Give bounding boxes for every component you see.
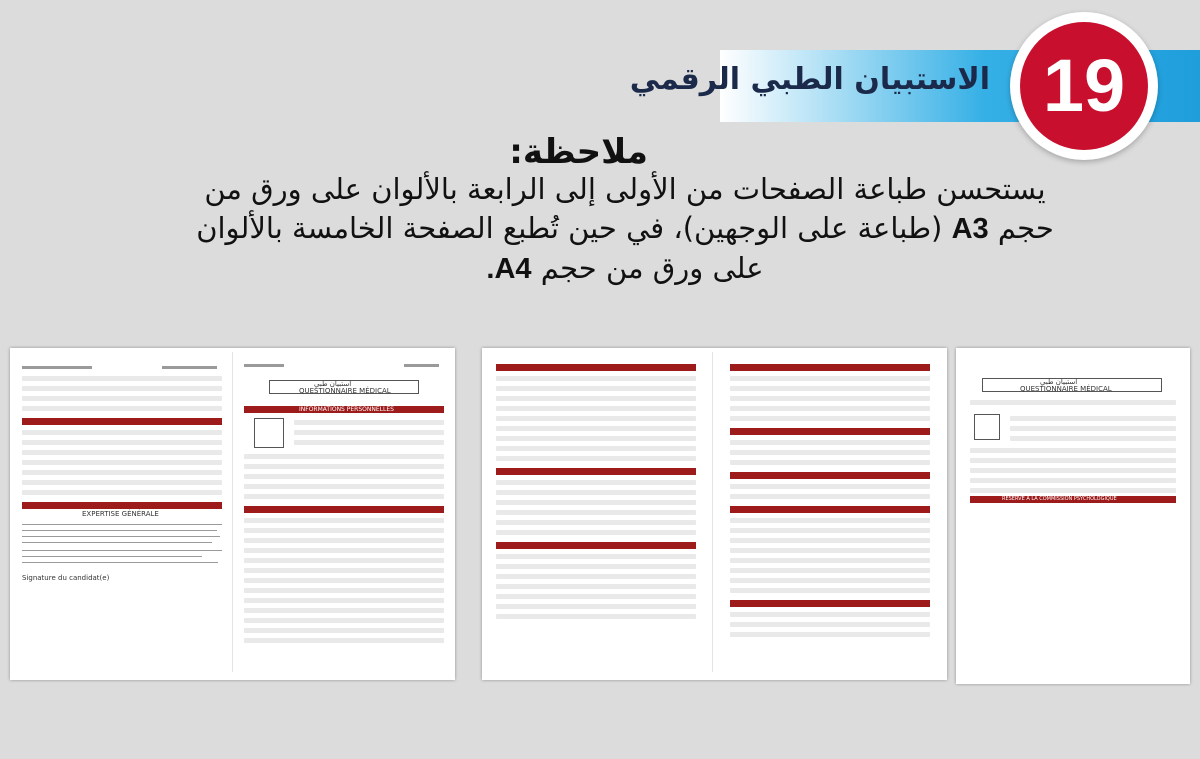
note-line-3: على ورق من حجم A4. <box>486 251 764 285</box>
note-heading: ملاحظة: <box>509 132 648 172</box>
thumbnail-sheet-3 <box>956 348 1190 684</box>
sheet1-page-right: استبيان طبي QUESTIONNAIRE MÉDICAL INFORMATIONS PERSONNELLES <box>244 358 444 670</box>
sheet3-page: استبيان طبي QUESTIONNAIRE MÉDICAL RÉSERVÉ À LA COMMISSION PSYCHOLOGIQUE <box>970 358 1176 674</box>
page-title: الاستبيان الطبي الرقمي <box>629 62 990 97</box>
note-body <box>120 170 1130 289</box>
section-number: 19 <box>1020 22 1148 150</box>
sheet2-page-right <box>730 358 930 670</box>
thumbnail-sheet-1 <box>10 348 455 680</box>
note-line-1: يستحسن طباعة الصفحات من الأولى إلى الرابعة بالألوان على ورق من <box>204 172 1046 206</box>
note-line-2: حجم A3 (طباعة على الوجهين)، في حين تُطبع الصفحة الخامسة بالألوان <box>196 211 1054 245</box>
thumbnail-sheet-2 <box>482 348 947 680</box>
sheet2-page-left <box>496 358 696 670</box>
section-number-badge <box>1010 12 1158 160</box>
sheet1-page-left: EXPERTISE GÉNÉRALE Signature du candidat(e) <box>22 358 222 670</box>
